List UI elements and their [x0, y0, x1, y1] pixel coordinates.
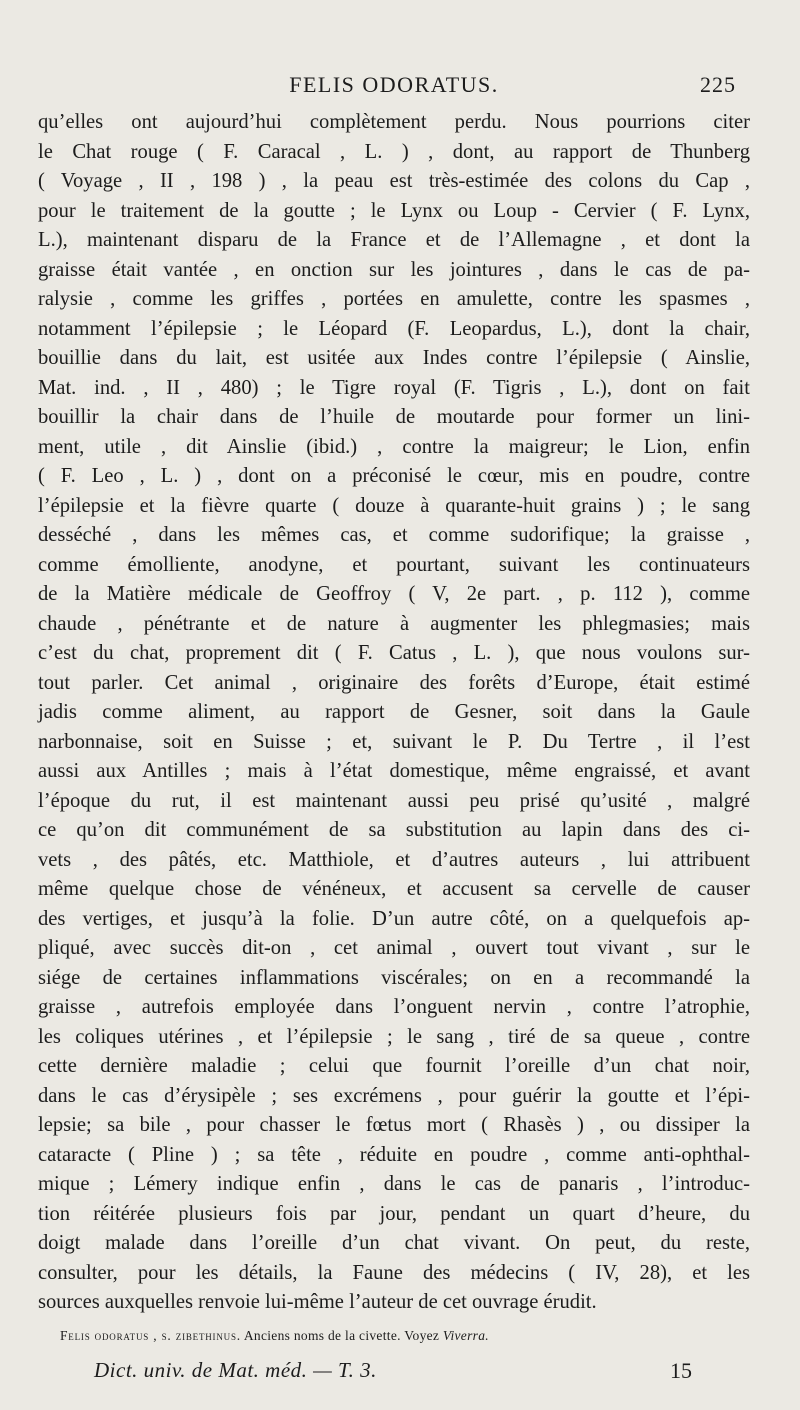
- text-line: pliqué, avec succès dit-on , cet animal , ouvert tout vivant , sur le: [38, 937, 750, 959]
- text-line: cataracte ( Pline ) ; sa tête , réduite en poudre , comme anti-ophthal-: [38, 1143, 750, 1166]
- text-line: tion réitérée plusieurs fois par jour, pendant un quart d’heure, du: [38, 1202, 750, 1225]
- text-line: ( Voyage , II , 198 ) , la peau est très-estimée des colons du Cap ,: [38, 170, 750, 192]
- footnote: [38, 1328, 750, 1344]
- signature-mark: Dict. univ. de Mat. méd. — T. 3.: [94, 1357, 377, 1382]
- text-line: vets , des pâtés, etc. Matthiole, et d’autres auteurs , lui attribuent: [38, 848, 750, 871]
- text-line: aussi aux Antilles ; mais à l’état domestique, même engraissé, et avant: [38, 760, 750, 782]
- text-line: chaude , pénétrante et de nature à augmenter les phlegmasies; mais: [38, 612, 750, 635]
- text-line: qu’elles ont aujourd’hui complètement perdu. Nous pourrions citer: [38, 111, 750, 133]
- text-line: mique ; Lémery indique enfin , dans le cas de panaris , l’introduc-: [38, 1173, 750, 1195]
- text-line: narbonnaise, soit en Suisse ; et, suivant le P. Du Tertre , il l’est: [38, 730, 750, 753]
- text-line: graisse était vantée , en onction sur les jointures , dans le cas de pa-: [38, 258, 750, 281]
- text-line: doigt malade dans l’oreille d’un chat vivant. On peut, du reste,: [38, 1232, 750, 1254]
- text-line: l’époque du rut, il est maintenant aussi peu prisé qu’usité , malgré: [38, 789, 750, 812]
- page-header: [38, 72, 750, 100]
- text-line: pour le traitement de la goutte ; le Lynx ou Loup - Cervier ( F. Lynx,: [38, 199, 750, 222]
- text-line: c’est du chat, proprement dit ( F. Catus , L. ), que nous voulons sur-: [38, 642, 750, 664]
- text-line: consulter, pour les détails, la Faune des médecins ( IV, 28), et les: [38, 1261, 750, 1284]
- text-line: le Chat rouge ( F. Caracal , L. ) , dont, au rapport de Thunberg: [38, 140, 750, 163]
- text-line: sources auxquelles renvoie lui-même l’auteur de cet ouvrage érudit.: [38, 1291, 597, 1313]
- page-footer: [38, 1358, 750, 1388]
- text-line: dans le cas d’érysipèle ; ses excrémens , pour guérir la goutte et l’épi-: [38, 1084, 750, 1107]
- text-line: tout parler. Cet animal , originaire des forêts d’Europe, était estimé: [38, 671, 750, 694]
- text-line: notamment l’épilepsie ; le Léopard (F. Leopardus, L.), dont la chair,: [38, 317, 750, 340]
- text-line: graisse , autrefois employée dans l’onguent nervin , contre l’atrophie,: [38, 996, 750, 1018]
- text-line: les coliques utérines , et l’épilepsie ; le sang , tiré de sa queue , contre: [38, 1025, 750, 1048]
- text-line: jadis comme aliment, au rapport de Gesner, soit dans la Gaule: [38, 701, 750, 723]
- body-text: [38, 108, 750, 1318]
- text-line: L.), maintenant disparu de la France et de l’Allemagne , et dont la: [38, 229, 750, 251]
- text-line: ralysie , comme les griffes , portées en amulette, contre les spasmes ,: [38, 288, 750, 310]
- text-line: desséché , dans les mêmes cas, et comme sudorifique; la graisse ,: [38, 524, 750, 546]
- text-line: ce qu’on dit communément de sa substitution au lapin dans des ci-: [38, 819, 750, 841]
- text-line: même quelque chose de vénéneux, et accusent sa cervelle de causer: [38, 878, 750, 900]
- text-line: de la Matière médicale de Geoffroy ( V, 2e part. , p. 112 ), comme: [38, 583, 750, 605]
- text-line: bouillie dans du lait, est usitée aux Indes contre l’épilepsie ( Ainslie,: [38, 347, 750, 369]
- text-line: bouillir la chair dans de l’huile de moutarde pour former un lini-: [38, 406, 750, 428]
- text-line: comme émolliente, anodyne, et pourtant, suivant les continuateurs: [38, 553, 750, 576]
- text-line: Mat. ind. , II , 480) ; le Tigre royal (F. Tigris , L.), dont on fait: [38, 376, 750, 399]
- text-line: siége de certaines inflammations viscérales; on en a recommandé la: [38, 966, 750, 989]
- text-line: des vertiges, et jusqu’à la folie. D’un autre côté, on a quelquefois ap-: [38, 907, 750, 930]
- text-line: ( F. Leo , L. ) , dont on a préconisé le cœur, mis en poudre, contre: [38, 465, 750, 487]
- page-number: 225: [700, 72, 736, 97]
- text-line: lepsie; sa bile , pour chasser le fœtus mort ( Rhasès ) , ou dissiper la: [38, 1114, 750, 1136]
- sheet-number: 15: [670, 1357, 692, 1383]
- footnote-text: Anciens noms de la civette. Voyez: [240, 1327, 443, 1343]
- text-line: ment, utile , dit Ainslie (ibid.) , contre la maigreur; le Lion, enfin: [38, 435, 750, 458]
- footnote-head: Felis odoratus , s. zibethinus.: [60, 1327, 241, 1343]
- running-title: FELIS ODORATUS.: [289, 72, 499, 97]
- text-line: cette dernière maladie ; celui que fournit l’oreille d’un chat noir,: [38, 1055, 750, 1077]
- text-line: l’épilepsie et la fièvre quarte ( douze à quarante-huit grains ) ; le sang: [38, 494, 750, 517]
- footnote-reference: Viverra.: [442, 1327, 489, 1343]
